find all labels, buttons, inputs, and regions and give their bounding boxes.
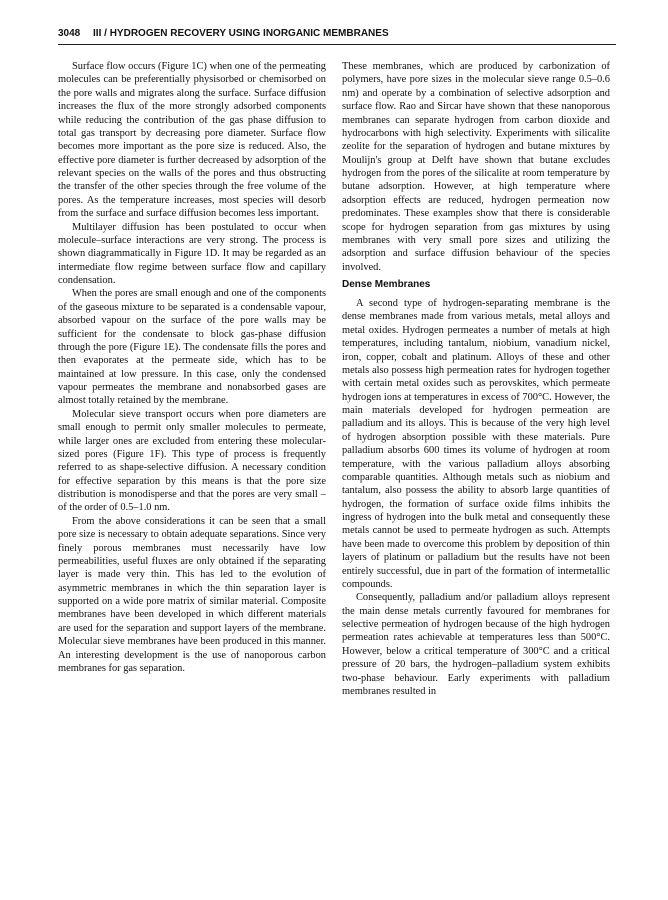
page-number: 3048 — [58, 28, 81, 39]
header-rule — [58, 44, 616, 45]
running-header — [58, 28, 618, 44]
paragraph-molecular-sieve: Molecular sieve transport occurs when pore diameters are small enough to permit only smaller molecules to permeate, while larger ones are excluded from entering these molecular-sized pores (Figure 1F). This type of process is frequently referred to as shape-selective diffusion. A necessary condition for effective separation by this means is that the pore size distribution is monodisperse and that the pores are very small – of the order of 0.5–1.0 nm. — [58, 408, 326, 514]
paragraph-multilayer-diffusion: Multilayer diffusion has been postulated to occur when molecule–surface interactions are very strong. The process is shown diagrammatically in Figure 1D. It may be regarded as an intermediate flow regime between surface flow and capillary condensation. — [58, 221, 326, 286]
paragraph-palladium-alloys: Consequently, palladium and/or palladium alloys represent the main dense metals currently favoured for membranes for selective permeation of hydrogen because of the high hydrogen permeation rates achievable at temperatures less than 500°C. However, below a critical temperature of 300°C and a critical pressure of 20 bars, the hydrogen–palladium system exhibits two-phase behaviour. Early experiments with palladium membranes resulted in — [342, 592, 610, 697]
paragraph-nanoporous-carbon: These membranes, which are produced by carbonization of polymers, have pore sizes in the molecular sieve range 0.5–0.6 nm) and operate by a combination of selective adsorption and surface flow. Rao and Sircar have shown that these nanoporous membranes can separate hydrogen from carbon dioxide and hydrocarbons with high selectivity. Experiments with silicalite zeolite for the separation of hydrogen and butane mixtures by Moulijn's group at Delft have shown that butane excludes hydrogen from the pores of the silicalite at room temperature by butane adsorption. However, at high temperature where adsorption effects are reduced, hydrogen permeation now predominates. These examples show that there is considerable scope for hydrogen separation from gas mixtures by using membranes with very small pore sizes and utilizing the adsorption and surface diffusion behaviour of the species involved. — [342, 61, 610, 273]
left-column — [58, 60, 326, 860]
section-heading-dense-membranes: Dense Membranes — [342, 279, 431, 290]
paragraph-capillary-condensation: When the pores are small enough and one of the components of the gaseous mixture to be separated is a condensable vapour, absorbed vapour on the surface of the pore walls may be sufficient for the condensate to block gas-phase diffusion through the pore (Figure 1E). The condensate fills the pores and then evaporates at the permeate side, which has to be maintained at low pressure. In this case, only the condensed vapour permeates the membrane and nonabsorbed gases are almost totally retained by the membrane. — [58, 288, 326, 407]
paragraph-pore-size-considerations: From the above considerations it can be seen that a small pore size is necessary to obtain adequate separations. Since very finely porous membranes must necessarily have low permeabilities, useful fluxes are only obtained if the separating layer is made very thin. This has led to the evolution of asymmetric membranes in which the thin separation layer is supported on a wide pore matrix of similar material. Composite membranes have been developed in which different materials are used for the separation and support layers of the membrane. Molecular sieve membranes have been produced in this manner. An interesting development is the use of nanoporous carbon membranes for gas separation. — [58, 515, 326, 674]
paragraph-dense-membranes: A second type of hydrogen-separating membrane is the dense membranes made from various metals, metal alloys and metal oxides. Hydrogen permeates a number of metals at high temperatures, including tantalum, niobium, vanadium nickel, iron, copper, cobalt and platinum. Alloys of these and other metals also possess high permeation rates for hydrogen together with certain metal oxides such as perovskites, which permeate hydrogen ions at temperatures in excess of 700°C. However, the main materials developed for hydrogen permeation are palladium and its alloys. This is because of the very high level of hydrogen absorption possible with these materials. Pure palladium absorbs 600 times its volume of hydrogen at room temperature, with the various palladium alloys absorbing comparable quantities. Although metals such as niobium and tantalum, also possess the ability to absorb large quantities of hydrogen, the formation of surface oxide films inhibits the ingress of hydrogen into the bulk metal and consequently these metals cannot be used to permeate hydrogen as such. Attempts have been made to overcome this problem by deposition of thin layers of platinum or palladium but the results have not been entirely successful, due in part of the formation of intermetallic compounds. — [342, 298, 610, 590]
right-column — [342, 60, 610, 860]
running-title: III / HYDROGEN RECOVERY USING INORGANIC MEMBRANES — [93, 28, 389, 39]
paragraph-surface-flow: Surface flow occurs (Figure 1C) when one of the permeating molecules can be preferentially physisorbed or chemisorbed on the pore walls and migrates along the surface. Surface diffusion increases the flux of the more strongly adsorbed components while reducing the contribution of the gas phase diffusion to total gas transport by decreasing pore diameter. Surface flow becomes more important as the pore size is reduced. Also, the effective pore diameter is further decreased by adsorption of the relevant species on the walls of the pores and thus obstructing the transfer of the other species through the free volume of the pores. As the temperature increases, most species will desorb from the surface and surface diffusion becomes less important. — [58, 61, 326, 220]
